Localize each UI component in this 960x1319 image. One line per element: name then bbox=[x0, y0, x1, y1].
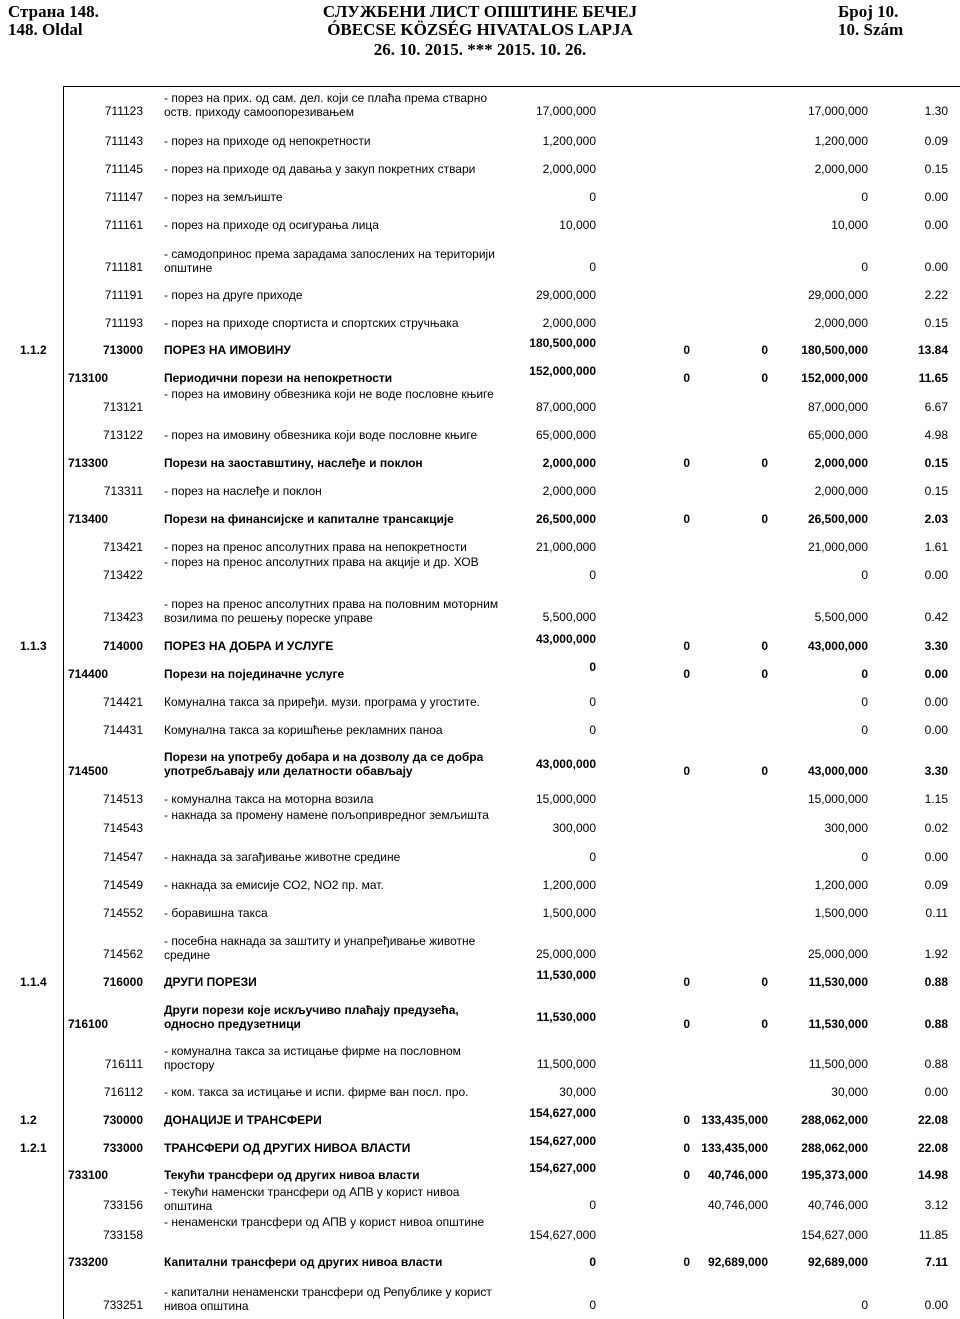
amount-total: 2,000,000 bbox=[814, 162, 868, 176]
amount-share-percent: 0.00 bbox=[924, 850, 948, 864]
account-description: - комунална такса на моторна возила bbox=[164, 792, 374, 806]
section-number: 1.1.4 bbox=[20, 975, 47, 989]
amount-total: 1,500,000 bbox=[814, 906, 868, 920]
amount-share-percent: 3.30 bbox=[924, 764, 948, 778]
amount-column-3: 0 bbox=[761, 639, 768, 653]
account-code: 714549 bbox=[102, 878, 143, 892]
amount-total: 154,627,000 bbox=[801, 1228, 868, 1242]
amount-total: 21,000,000 bbox=[807, 540, 868, 554]
section-number: 1.1.3 bbox=[20, 639, 47, 653]
amount-own-revenue: 1,200,000 bbox=[542, 134, 596, 148]
amount-column-2: 0 bbox=[683, 371, 690, 385]
amount-share-percent: 0.00 bbox=[924, 695, 948, 709]
account-description: - порез на наслеђе и поклон bbox=[164, 484, 322, 498]
amount-column-2: 0 bbox=[683, 1168, 690, 1182]
amount-share-percent: 0.15 bbox=[924, 484, 948, 498]
amount-column-2: 0 bbox=[683, 512, 690, 526]
amount-column-2: 0 bbox=[683, 1141, 690, 1155]
amount-share-percent: 0.15 bbox=[924, 162, 948, 176]
amount-own-revenue: 29,000,000 bbox=[535, 288, 596, 302]
amount-total: 29,000,000 bbox=[807, 288, 868, 302]
amount-share-percent: 14.98 bbox=[917, 1168, 948, 1182]
amount-own-revenue: 154,627,000 bbox=[529, 1228, 596, 1242]
amount-column-2: 0 bbox=[683, 1255, 690, 1269]
account-code: 714000 bbox=[102, 639, 143, 653]
amount-share-percent: 2.03 bbox=[924, 512, 948, 526]
amount-share-percent: 2.22 bbox=[924, 288, 948, 302]
amount-share-percent: 0.88 bbox=[924, 1057, 948, 1071]
amount-total: 300,000 bbox=[824, 821, 868, 835]
amount-column-2: 0 bbox=[683, 456, 690, 470]
amount-total: 11,530,000 bbox=[808, 1017, 868, 1031]
amount-total: 195,373,000 bbox=[801, 1168, 868, 1182]
account-code: 714400 bbox=[68, 667, 109, 681]
account-code: 733200 bbox=[68, 1255, 109, 1269]
amount-share-percent: 22.08 bbox=[917, 1141, 948, 1155]
amount-own-revenue: 0 bbox=[589, 1255, 596, 1269]
amount-share-percent: 0.00 bbox=[924, 260, 948, 274]
amount-total: 40,746,000 bbox=[807, 1198, 868, 1212]
account-code: 714421 bbox=[102, 695, 143, 709]
amount-own-revenue: 21,000,000 bbox=[535, 540, 596, 554]
amount-total: 1,200,000 bbox=[814, 878, 868, 892]
amount-share-percent: 0.00 bbox=[924, 568, 948, 582]
account-code: 716100 bbox=[68, 1017, 109, 1031]
amount-total: 11,530,000 bbox=[808, 975, 868, 989]
account-description: ТРАНСФЕРИ ОД ДРУГИХ НИВОА ВЛАСТИ bbox=[164, 1141, 411, 1155]
account-code: 714431 bbox=[102, 723, 143, 737]
amount-column-3: 92,689,000 bbox=[707, 1255, 768, 1269]
amount-own-revenue: 1,200,000 bbox=[542, 878, 596, 892]
issue-number-serbian: Број 10. bbox=[838, 2, 899, 21]
amount-own-revenue: 0 bbox=[589, 723, 596, 737]
amount-share-percent: 11.65 bbox=[918, 371, 948, 385]
account-description: - ком. такса за истицање и испи. фирме ван посл. про. bbox=[164, 1085, 469, 1099]
amount-own-revenue: 26,500,000 bbox=[535, 512, 596, 526]
account-description: Периодични порези на непокретности bbox=[164, 371, 393, 385]
amount-share-percent: 4.98 bbox=[924, 428, 948, 442]
amount-own-revenue: 17,000,000 bbox=[535, 104, 596, 118]
amount-total: 2,000,000 bbox=[814, 484, 868, 498]
account-description: - комунална такса за истицање фирме на пословном простору bbox=[164, 1044, 461, 1072]
account-description: - порез на пренос апсолутних права на половним моторним возилима по решењу пореске управе bbox=[164, 597, 499, 625]
account-description: Комунална такса за коришћење рекламних паноа bbox=[164, 723, 443, 737]
account-description: - порез на пренос апсолутних права на непокретности bbox=[164, 540, 467, 554]
account-description: Порези на појединачне услуге bbox=[164, 667, 345, 681]
account-description: Порези на финансијске и капиталне трансакције bbox=[164, 512, 454, 526]
account-code: 733156 bbox=[102, 1198, 143, 1212]
account-code: 713122 bbox=[102, 428, 143, 442]
amount-own-revenue: 11,530,000 bbox=[536, 1010, 596, 1024]
amount-own-revenue: 0 bbox=[589, 695, 596, 709]
amount-share-percent: 0.11 bbox=[925, 906, 948, 920]
amount-own-revenue: 154,627,000 bbox=[529, 1106, 596, 1120]
amount-column-2: 0 bbox=[683, 667, 690, 681]
amount-own-revenue: 87,000,000 bbox=[535, 400, 596, 414]
amount-column-3: 0 bbox=[761, 975, 768, 989]
amount-column-2: 0 bbox=[683, 639, 690, 653]
amount-own-revenue: 2,000,000 bbox=[542, 456, 596, 470]
amount-share-percent: 0.42 bbox=[924, 610, 948, 624]
amount-total: 25,000,000 bbox=[807, 947, 868, 961]
account-code: 733158 bbox=[102, 1228, 143, 1242]
amount-total: 0 bbox=[861, 723, 868, 737]
amount-total: 87,000,000 bbox=[807, 400, 868, 414]
amount-column-3: 40,746,000 bbox=[707, 1198, 768, 1212]
amount-share-percent: 7.11 bbox=[925, 1255, 948, 1269]
amount-own-revenue: 154,627,000 bbox=[529, 1134, 596, 1148]
account-description: Капитални трансфери од других нивоа власти bbox=[164, 1255, 443, 1269]
account-code: 713100 bbox=[68, 371, 109, 385]
publication-date: 26. 10. 2015. *** 2015. 10. 26. bbox=[373, 40, 587, 59]
account-code: 713000 bbox=[102, 343, 143, 357]
account-description: - порез на имовину обвезника који воде пословне књиге bbox=[164, 428, 478, 442]
amount-share-percent: 22.08 bbox=[917, 1113, 948, 1127]
amount-share-percent: 0.88 bbox=[924, 975, 948, 989]
account-description: Други порези које искључиво плаћају предузећа, односно предузетници bbox=[164, 1003, 459, 1031]
account-description: - порез на имовину обвезника који не воде пословне књиге bbox=[164, 387, 494, 401]
amount-own-revenue: 11,500,000 bbox=[536, 1057, 596, 1071]
amount-share-percent: 11.85 bbox=[918, 1228, 948, 1242]
amount-share-percent: 0.88 bbox=[924, 1017, 948, 1031]
amount-column-3: 0 bbox=[761, 343, 768, 357]
amount-total: 10,000 bbox=[831, 218, 868, 232]
amount-share-percent: 0.02 bbox=[924, 821, 948, 835]
account-description: Текући трансфери од других нивоа власти bbox=[164, 1168, 420, 1182]
account-code: 711123 bbox=[104, 104, 143, 118]
account-description: - порез на приходе од давања у закуп покретних ствари bbox=[164, 162, 476, 176]
amount-own-revenue: 43,000,000 bbox=[535, 632, 596, 646]
account-description: - капитални ненаменски трансфери од Републике у корист нивоа општина bbox=[164, 1285, 492, 1313]
account-description: - накнада за загађивање животне средине bbox=[164, 850, 401, 864]
amount-share-percent: 0.09 bbox=[924, 878, 948, 892]
section-number: 1.2 bbox=[20, 1113, 37, 1127]
amount-own-revenue: 43,000,000 bbox=[535, 757, 596, 771]
amount-own-revenue: 65,000,000 bbox=[535, 428, 596, 442]
amount-column-2: 0 bbox=[683, 1113, 690, 1127]
amount-own-revenue: 0 bbox=[589, 1298, 596, 1312]
amount-own-revenue: 152,000,000 bbox=[529, 364, 596, 378]
amount-total: 0 bbox=[861, 1298, 868, 1312]
amount-share-percent: 0.00 bbox=[924, 190, 948, 204]
page-number-serbian: Страна 148. bbox=[8, 2, 99, 21]
amount-share-percent: 0.15 bbox=[924, 456, 948, 470]
amount-own-revenue: 300,000 bbox=[552, 821, 596, 835]
account-description: ДОНАЦИЈЕ И ТРАНСФЕРИ bbox=[164, 1113, 322, 1127]
amount-share-percent: 1.92 bbox=[924, 947, 948, 961]
amount-total: 1,200,000 bbox=[814, 134, 868, 148]
amount-total: 0 bbox=[861, 695, 868, 709]
amount-own-revenue: 0 bbox=[589, 850, 596, 864]
amount-total: 30,000 bbox=[831, 1085, 868, 1099]
amount-column-2: 0 bbox=[683, 764, 690, 778]
account-code: 711147 bbox=[104, 190, 143, 204]
amount-column-2: 0 bbox=[683, 343, 690, 357]
amount-own-revenue: 180,500,000 bbox=[529, 336, 596, 350]
account-code: 713300 bbox=[68, 456, 109, 470]
account-description: ПОРЕЗ НА ИМОВИНУ bbox=[164, 343, 291, 357]
publication-title-hungarian: ÓBECSE KÖZSÉG HIVATALOS LAPJA bbox=[327, 20, 633, 39]
amount-total: 43,000,000 bbox=[807, 639, 868, 653]
account-description: - порез на приходе спортиста и спортских стручњака bbox=[164, 316, 459, 330]
amount-own-revenue: 15,000,000 bbox=[535, 792, 596, 806]
account-code: 733100 bbox=[68, 1168, 109, 1182]
amount-own-revenue: 0 bbox=[589, 568, 596, 582]
account-code: 713400 bbox=[68, 512, 109, 526]
section-number: 1.1.2 bbox=[20, 343, 47, 357]
amount-share-percent: 0.15 bbox=[924, 316, 948, 330]
amount-total: 288,062,000 bbox=[801, 1141, 868, 1155]
account-code: 714500 bbox=[68, 764, 109, 778]
amount-own-revenue: 2,000,000 bbox=[542, 316, 596, 330]
account-code: 713422 bbox=[102, 568, 143, 582]
amount-own-revenue: 30,000 bbox=[559, 1085, 596, 1099]
amount-total: 0 bbox=[861, 190, 868, 204]
amount-total: 288,062,000 bbox=[801, 1113, 868, 1127]
page-number-hungarian: 148. Oldal bbox=[8, 20, 83, 39]
account-code: 730000 bbox=[102, 1113, 143, 1127]
amount-column-3: 133,435,000 bbox=[701, 1141, 768, 1155]
amount-own-revenue: 1,500,000 bbox=[542, 906, 596, 920]
account-description: ПОРЕЗ НА ДОБРА И УСЛУГЕ bbox=[164, 639, 334, 653]
account-description: - порез на друге приходе bbox=[164, 288, 303, 302]
page-header bbox=[0, 0, 960, 62]
amount-total: 2,000,000 bbox=[814, 456, 868, 470]
amount-share-percent: 0.00 bbox=[924, 1085, 948, 1099]
account-code: 713311 bbox=[103, 484, 143, 498]
amount-total: 65,000,000 bbox=[807, 428, 868, 442]
account-description: - ненаменски трансфери од АПВ у корист нивоа општине bbox=[164, 1215, 485, 1229]
account-description: - порез на приходе од непокретности bbox=[164, 134, 371, 148]
issue-number-hungarian: 10. Szám bbox=[838, 20, 904, 39]
account-code: 733000 bbox=[102, 1141, 143, 1155]
account-description: - накнада за промену намене пољопривредног земљишта bbox=[164, 808, 489, 822]
account-code: 711145 bbox=[104, 162, 143, 176]
amount-total: 5,500,000 bbox=[814, 610, 868, 624]
amount-column-3: 0 bbox=[761, 1017, 768, 1031]
account-code: 711161 bbox=[104, 218, 143, 232]
account-code: 713121 bbox=[102, 400, 143, 414]
account-code: 714547 bbox=[102, 850, 143, 864]
amount-share-percent: 3.30 bbox=[924, 639, 948, 653]
account-code: 716000 bbox=[102, 975, 143, 989]
account-description: - порез на приходе од осигурања лица bbox=[164, 218, 379, 232]
account-code: 713421 bbox=[102, 540, 143, 554]
amount-total: 180,500,000 bbox=[801, 343, 868, 357]
amount-own-revenue: 0 bbox=[589, 1198, 596, 1212]
amount-share-percent: 0.09 bbox=[924, 134, 948, 148]
amount-column-3: 0 bbox=[761, 512, 768, 526]
amount-own-revenue: 10,000 bbox=[559, 218, 596, 232]
amount-share-percent: 0.00 bbox=[924, 218, 948, 232]
amount-total: 0 bbox=[861, 260, 868, 274]
amount-column-3: 133,435,000 bbox=[701, 1113, 768, 1127]
account-code: 716112 bbox=[103, 1085, 143, 1099]
amount-column-2: 0 bbox=[683, 1017, 690, 1031]
account-code: 714543 bbox=[102, 821, 143, 835]
account-description: Порези на заоставштину, наслеђе и поклон bbox=[164, 456, 423, 470]
account-code: 714513 bbox=[102, 792, 143, 806]
account-description: Порези на употребу добара и на дозволу да се добра употребљавају или делатности обављају bbox=[164, 750, 484, 778]
account-description: - накнада за емисије СО2, NO2 пр. мат. bbox=[164, 878, 384, 892]
amount-share-percent: 0.00 bbox=[924, 1298, 948, 1312]
amount-own-revenue: 5,500,000 bbox=[542, 610, 596, 624]
publication-title-serbian: СЛУЖБЕНИ ЛИСТ ОПШТИНЕ БЕЧЕЈ bbox=[322, 2, 638, 21]
account-description: - боравишна такса bbox=[164, 906, 268, 920]
account-code: 711191 bbox=[104, 288, 143, 302]
account-description: ДРУГИ ПОРЕЗИ bbox=[164, 975, 257, 989]
amount-own-revenue: 0 bbox=[589, 190, 596, 204]
account-code: 711193 bbox=[104, 316, 143, 330]
amount-share-percent: 0.00 bbox=[924, 723, 948, 737]
amount-column-3: 0 bbox=[761, 764, 768, 778]
account-code: 714552 bbox=[102, 906, 143, 920]
amount-share-percent: 0.00 bbox=[924, 667, 948, 681]
amount-own-revenue: 2,000,000 bbox=[542, 162, 596, 176]
amount-total: 92,689,000 bbox=[807, 1255, 868, 1269]
account-description: - порез на прих. од сам. дел. који се плаћа према стварно оств. приходу самоопорезивањем bbox=[164, 91, 487, 119]
amount-column-3: 40,746,000 bbox=[707, 1168, 768, 1182]
amount-own-revenue: 0 bbox=[589, 660, 596, 674]
amount-share-percent: 13.84 bbox=[917, 343, 948, 357]
amount-total: 152,000,000 bbox=[801, 371, 868, 385]
amount-own-revenue: 0 bbox=[589, 260, 596, 274]
account-description: Комунална такса за приређи. музи. програма у угостите. bbox=[164, 695, 480, 709]
amount-own-revenue: 11,530,000 bbox=[536, 968, 596, 982]
account-description: - порез на пренос апсолутних права на акције и др. ХОВ bbox=[164, 555, 479, 569]
account-code: 714562 bbox=[102, 947, 143, 961]
section-number: 1.2.1 bbox=[20, 1141, 47, 1155]
amount-total: 15,000,000 bbox=[807, 792, 868, 806]
amount-column-3: 0 bbox=[761, 667, 768, 681]
amount-total: 26,500,000 bbox=[807, 512, 868, 526]
account-description: - текући наменски трансфери од АПВ у корист нивоа општина bbox=[164, 1185, 460, 1213]
amount-share-percent: 1.30 bbox=[924, 104, 948, 118]
amount-column-3: 0 bbox=[761, 371, 768, 385]
account-description: - самодопринос према зарадама запослених на територији општине bbox=[164, 247, 495, 275]
account-code: 713423 bbox=[102, 610, 143, 624]
amount-total: 43,000,000 bbox=[807, 764, 868, 778]
account-code: 711143 bbox=[104, 134, 143, 148]
amount-own-revenue: 2,000,000 bbox=[542, 484, 596, 498]
amount-column-3: 0 bbox=[761, 456, 768, 470]
account-code: 711181 bbox=[104, 260, 143, 274]
amount-share-percent: 3.12 bbox=[924, 1198, 948, 1212]
account-description: - порез на земљиште bbox=[164, 190, 283, 204]
amount-total: 0 bbox=[861, 667, 868, 681]
amount-total: 0 bbox=[861, 850, 868, 864]
amount-share-percent: 6.67 bbox=[924, 400, 948, 414]
account-code: 716111 bbox=[104, 1057, 143, 1071]
amount-share-percent: 1.61 bbox=[924, 540, 948, 554]
amount-total: 0 bbox=[861, 568, 868, 582]
amount-total: 17,000,000 bbox=[807, 104, 868, 118]
account-code: 733251 bbox=[102, 1298, 143, 1312]
amount-total: 11,500,000 bbox=[808, 1057, 868, 1071]
amount-total: 2,000,000 bbox=[814, 316, 868, 330]
amount-own-revenue: 154,627,000 bbox=[529, 1161, 596, 1175]
account-description: - посебна накнада за заштиту и унапређивање животне средине bbox=[164, 934, 476, 962]
amount-column-2: 0 bbox=[683, 975, 690, 989]
amount-share-percent: 1.15 bbox=[924, 792, 948, 806]
amount-own-revenue: 25,000,000 bbox=[535, 947, 596, 961]
